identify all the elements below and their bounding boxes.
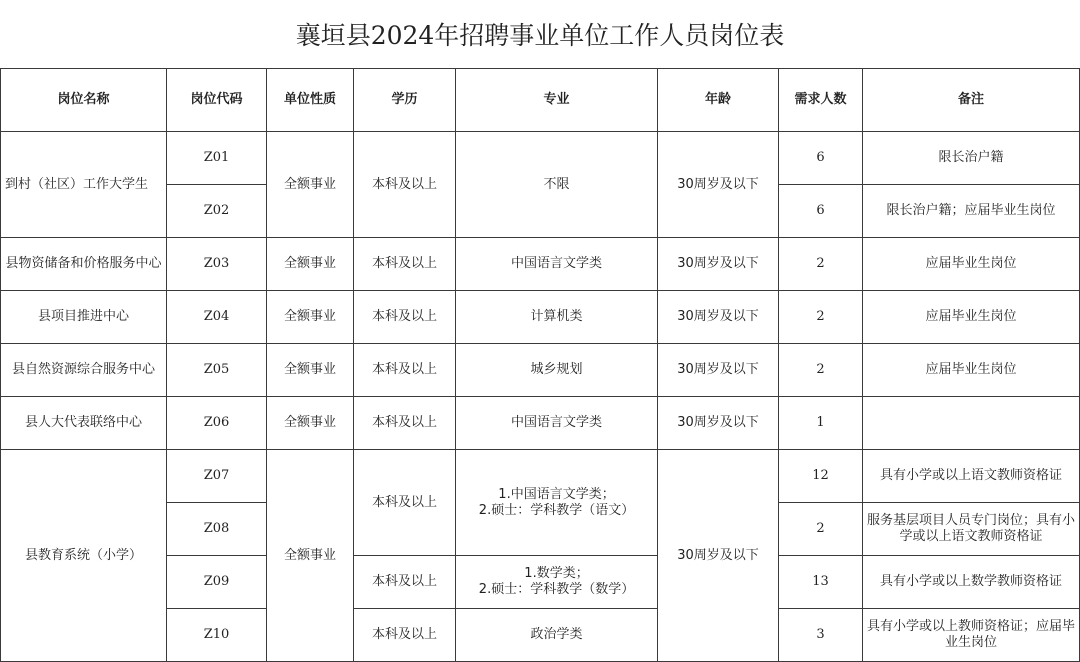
cell-age: 30周岁及以下	[658, 291, 779, 344]
cell-education: 本科及以上	[354, 609, 456, 662]
cell-unit-nature: 全额事业	[267, 397, 354, 450]
cell-unit-nature: 全额事业	[267, 291, 354, 344]
cell-position-code: Z09	[167, 556, 267, 609]
cell-major: 城乡规划	[456, 344, 658, 397]
cell-position-code: Z03	[167, 238, 267, 291]
major-line: 2.硕士：学科教学（数学）	[478, 582, 635, 597]
header-headcount: 需求人数	[779, 69, 863, 132]
major-line: 1.中国语言文学类；	[498, 486, 615, 502]
major-line: 2.硕士：学科教学（语文）	[478, 502, 635, 518]
table-row	[1, 450, 1080, 503]
cell-remark: 应届毕业生岗位	[863, 238, 1080, 291]
cell-education: 本科及以上	[354, 238, 456, 291]
cell-position-name: 县自然资源综合服务中心	[1, 344, 167, 397]
cell-age: 30周岁及以下	[658, 397, 779, 450]
cell-remark: 应届毕业生岗位	[863, 291, 1080, 344]
cell-headcount: 6	[779, 132, 863, 185]
cell-headcount: 2	[779, 291, 863, 344]
cell-unit-nature: 全额事业	[267, 450, 354, 662]
cell-education: 本科及以上	[354, 291, 456, 344]
cell-position-name: 县项目推进中心	[1, 291, 167, 344]
cell-position-code: Z10	[167, 609, 267, 662]
cell-remark: 具有小学或以上语文教师资格证	[863, 450, 1080, 503]
cell-education: 本科及以上	[354, 556, 456, 609]
cell-unit-nature: 全额事业	[267, 132, 354, 238]
header-education: 学历	[354, 69, 456, 132]
table-header-row	[1, 69, 1080, 132]
table-row	[1, 397, 1080, 450]
cell-unit-nature: 全额事业	[267, 238, 354, 291]
cell-position-code: Z08	[167, 503, 267, 556]
cell-education: 本科及以上	[354, 344, 456, 397]
table-row	[1, 291, 1080, 344]
cell-headcount: 2	[779, 344, 863, 397]
cell-position-name: 县物资储备和价格服务中心	[1, 238, 167, 291]
major-line: 1.数学类；	[524, 566, 589, 581]
cell-position-name: 县人大代表联络中心	[1, 397, 167, 450]
cell-remark: 限长治户籍；应届毕业生岗位	[863, 185, 1080, 238]
table-row	[1, 238, 1080, 291]
header-position-name: 岗位名称	[1, 69, 167, 132]
header-age: 年龄	[658, 69, 779, 132]
cell-education: 本科及以上	[354, 397, 456, 450]
cell-position-code: Z02	[167, 185, 267, 238]
cell-headcount: 6	[779, 185, 863, 238]
header-position-code: 岗位代码	[167, 69, 267, 132]
cell-age: 30周岁及以下	[658, 344, 779, 397]
cell-major: 计算机类	[456, 291, 658, 344]
header-major: 专业	[456, 69, 658, 132]
cell-headcount: 2	[779, 503, 863, 556]
cell-position-code: Z04	[167, 291, 267, 344]
cell-position-code: Z07	[167, 450, 267, 503]
cell-remark: 具有小学或以上数学教师资格证	[863, 556, 1080, 609]
cell-remark	[863, 397, 1080, 450]
cell-position-code: Z01	[167, 132, 267, 185]
cell-remark: 具有小学或以上教师资格证；应届毕业生岗位	[863, 609, 1080, 662]
cell-headcount: 12	[779, 450, 863, 503]
cell-remark: 应届毕业生岗位	[863, 344, 1080, 397]
cell-headcount: 3	[779, 609, 863, 662]
cell-age: 30周岁及以下	[658, 132, 779, 238]
cell-unit-nature: 全额事业	[267, 344, 354, 397]
page-title: 襄垣县2024年招聘事业单位工作人员岗位表	[295, 21, 785, 50]
table-row	[1, 132, 1080, 185]
cell-age: 30周岁及以下	[658, 238, 779, 291]
header-unit-nature: 单位性质	[267, 69, 354, 132]
cell-headcount: 1	[779, 397, 863, 450]
cell-major: 政治学类	[456, 609, 658, 662]
cell-remark: 服务基层项目人员专门岗位；具有小学或以上语文教师资格证	[863, 503, 1080, 556]
cell-major: 中国语言文学类	[456, 397, 658, 450]
cell-major: 不限	[456, 132, 658, 238]
cell-position-code: Z05	[167, 344, 267, 397]
job-positions-table	[0, 68, 1080, 662]
cell-remark: 限长治户籍	[863, 132, 1080, 185]
cell-major: 中国语言文学类	[456, 238, 658, 291]
cell-education: 本科及以上	[354, 132, 456, 238]
cell-age: 30周岁及以下	[658, 450, 779, 662]
cell-education: 本科及以上	[354, 450, 456, 556]
cell-position-name: 县教育系统（小学）	[1, 450, 167, 662]
header-remarks: 备注	[863, 69, 1080, 132]
table-row	[1, 344, 1080, 397]
cell-headcount: 2	[779, 238, 863, 291]
cell-headcount: 13	[779, 556, 863, 609]
cell-position-name: 到村（社区）工作大学生	[1, 132, 167, 238]
cell-major	[456, 450, 658, 556]
cell-position-code: Z06	[167, 397, 267, 450]
cell-major	[456, 556, 658, 609]
